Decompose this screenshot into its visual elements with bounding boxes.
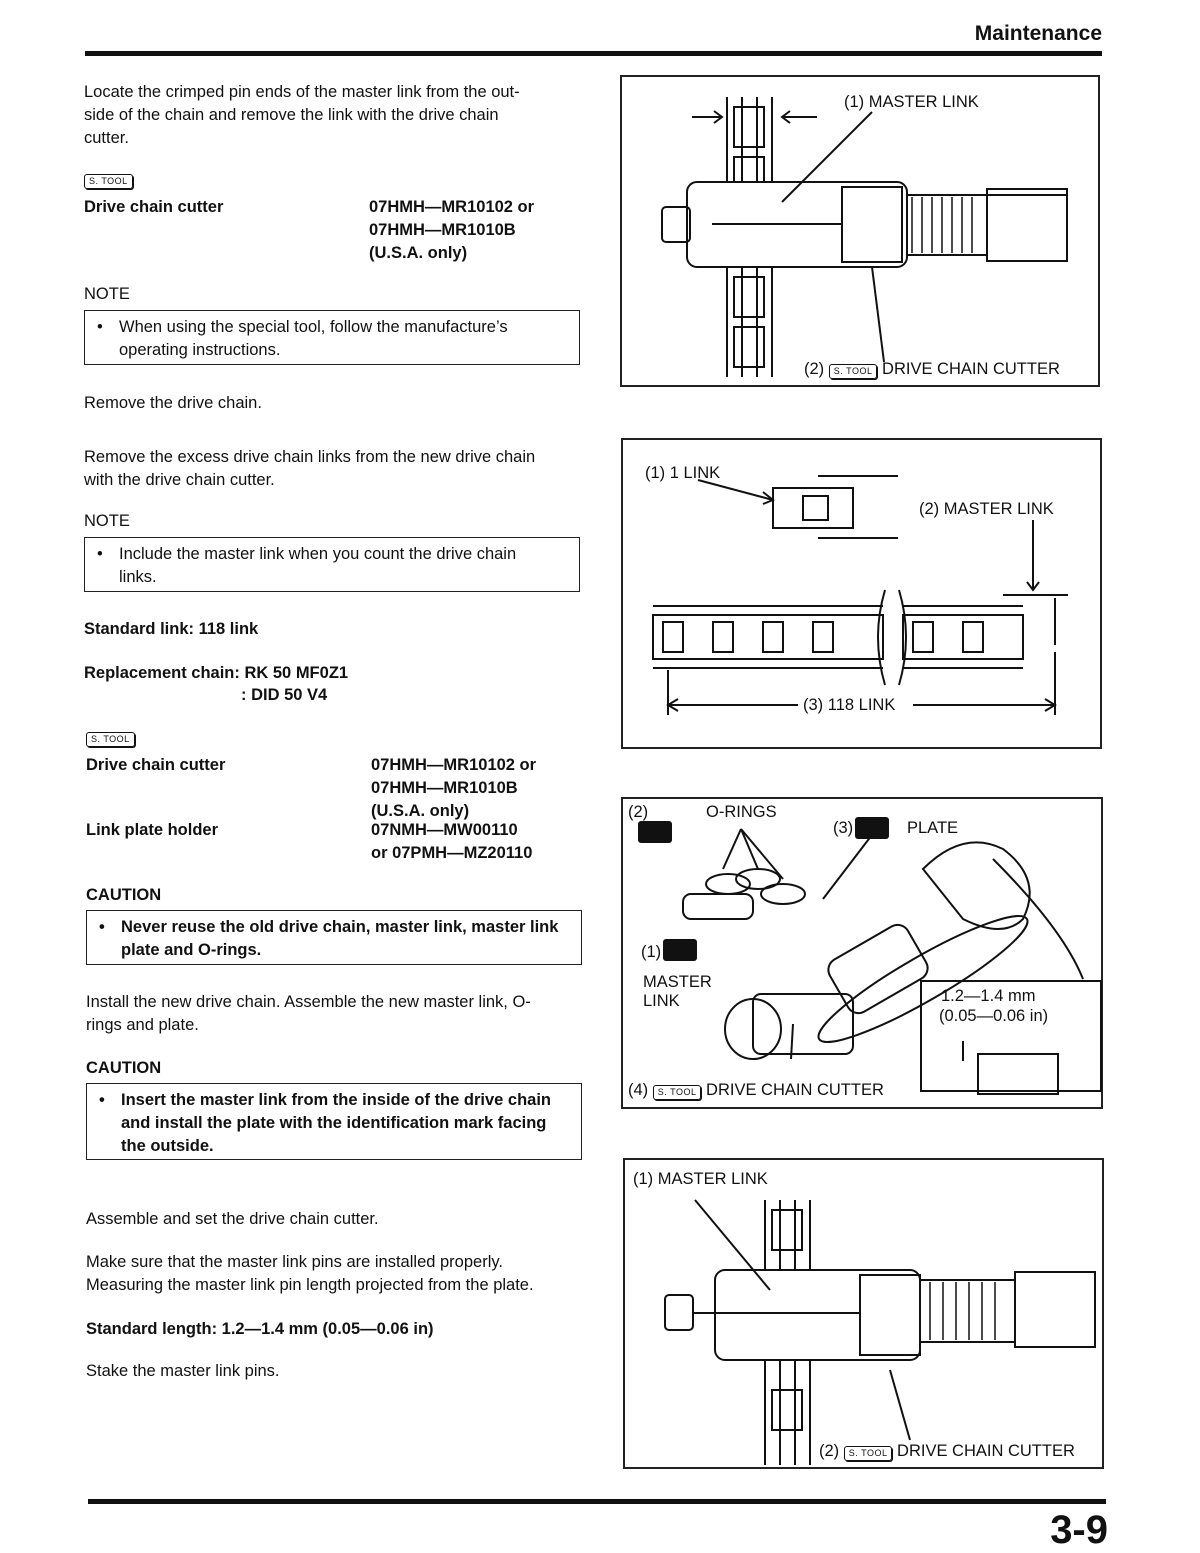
callout-number: (2) [628, 803, 649, 821]
callout-drive-chain-cutter: (2) S. TOOL DRIVE CHAIN CUTTER [819, 1442, 1075, 1460]
callout-master-link: (1) MASTER LINK [844, 93, 979, 111]
note-heading: NOTE [84, 285, 130, 303]
caution-heading: CAUTION [86, 886, 162, 904]
header-rule [85, 51, 1102, 56]
footer-rule [88, 1499, 1106, 1504]
callout-link-count: (3) 118 LINK [803, 696, 896, 714]
tool-number: 07NMH—MW00110 or 07PMH—MZ20110 [371, 821, 533, 862]
tool-name: Drive chain cutter [84, 198, 224, 216]
replacement-chain-spec-alt: : DID 50 V4 [241, 686, 328, 704]
figure-master-link-removal [620, 75, 1100, 387]
callout-number: (3) [833, 819, 854, 837]
paragraph-locate-pins: Locate the crimped pin ends of the master link from the out- side of the chain and remove the link with the drive chain cutter. [84, 83, 520, 147]
figure-chain-length [621, 438, 1102, 749]
pin-length-dimension: 1.2—1.4 mm [941, 987, 1036, 1005]
tool-name: Drive chain cutter [86, 756, 226, 774]
section-title: Maintenance [974, 22, 1102, 45]
paragraph-remove-excess: Remove the excess drive chain links from the new drive chain with the drive chain cutter. [84, 448, 536, 489]
staking-illustration [625, 1160, 1106, 1471]
replacement-chain-spec: Replacement chain: RK 50 MF0Z1 [84, 664, 349, 682]
figure-master-link-staking [623, 1158, 1104, 1469]
tool-number: 07HMH—MR10102 or 07HMH—MR1010B (U.S.A. only) [371, 756, 537, 820]
caution-heading: CAUTION [86, 1059, 162, 1077]
tool-number: 07HMH—MR10102 or 07HMH—MR1010B (U.S.A. only) [369, 198, 535, 262]
note-heading: NOTE [84, 512, 130, 530]
callout-number: (1) [641, 943, 662, 961]
note-box: • Include the master link when you count the drive chain links. [84, 537, 580, 592]
callout-master-link: (1) MASTER LINK [633, 1170, 768, 1188]
paragraph-check-pins: Make sure that the master link pins are installed properly. Measuring the master link pin length projected from the plate. [86, 1253, 534, 1294]
standard-length-spec: Standard length: 1.2—1.4 mm (0.05—0.06 in) [86, 1320, 434, 1338]
note-box: • When using the special tool, follow the manufacture’s operating instructions. [84, 310, 580, 365]
paragraph-assemble-cutter: Assemble and set the drive chain cutter. [86, 1210, 379, 1228]
figure-master-link-assembly [621, 797, 1103, 1109]
standard-link-spec: Standard link: 118 link [84, 620, 259, 638]
special-tool-badge: S. TOOL [84, 171, 133, 189]
callout-plate: PLATE [907, 819, 959, 837]
paragraph-remove-chain: Remove the drive chain. [84, 394, 262, 412]
cutter-illustration [622, 77, 1102, 389]
callout-o-rings: O-RINGS [706, 803, 777, 821]
caution-box: • Never reuse the old drive chain, master link, master link plate and O-rings. [86, 910, 582, 965]
pin-length-dimension-imperial: (0.05—0.06 in) [939, 1007, 1049, 1025]
caution-box: • Insert the master link from the inside of the drive chain and install the plate with the identification mark facing the outside. [86, 1083, 582, 1160]
callout-drive-chain-cutter: (4) S. TOOL DRIVE CHAIN CUTTER [628, 1081, 884, 1099]
page-number: 3-9 [1050, 1508, 1108, 1552]
tool-name: Link plate holder [86, 821, 219, 839]
callout-master-link: MASTER LINK [643, 973, 712, 1010]
paragraph-stake-pins: Stake the master link pins. [86, 1362, 280, 1380]
callout-drive-chain-cutter: (2) S. TOOL DRIVE CHAIN CUTTER [804, 360, 1060, 378]
callout-one-link: (1) 1 LINK [645, 464, 721, 482]
callout-master-link: (2) MASTER LINK [919, 500, 1054, 518]
assembly-illustration [623, 799, 1105, 1111]
paragraph-install-chain: Install the new drive chain. Assemble the new master link, O- rings and plate. [86, 993, 531, 1034]
special-tool-badge: S. TOOL [86, 729, 135, 747]
